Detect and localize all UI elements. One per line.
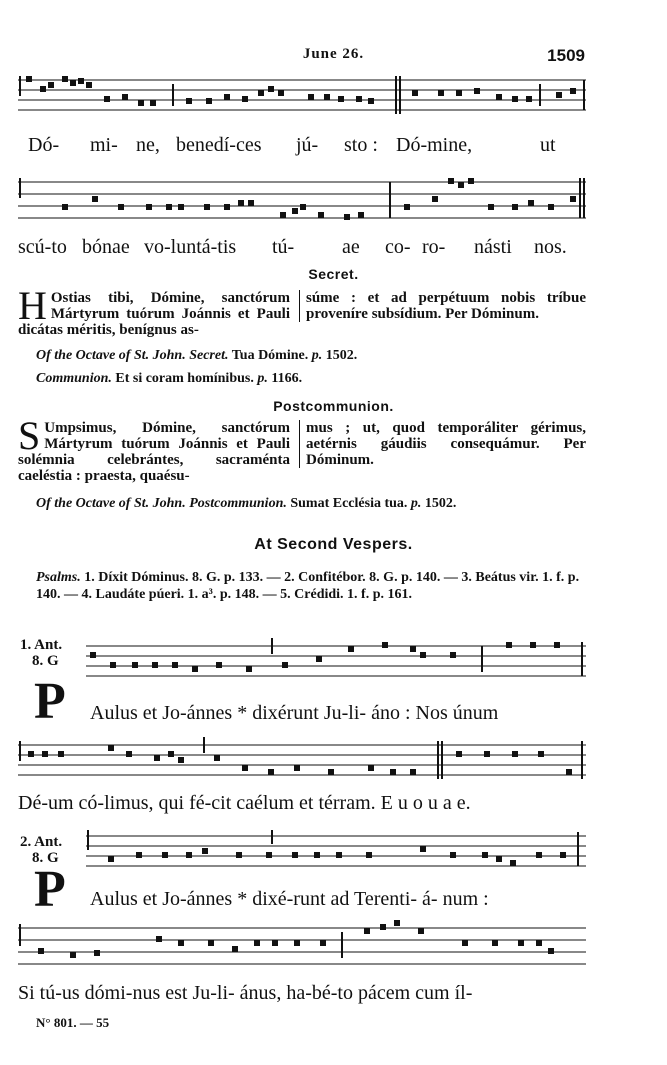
music-staff [18, 66, 586, 124]
music-staff [18, 735, 586, 785]
drop-cap: S [18, 413, 41, 458]
section-title: At Second Vespers. [254, 536, 413, 553]
initial-letter: P [34, 673, 66, 730]
page-number: 1509 [547, 46, 585, 65]
section-title: Secret. [308, 266, 359, 282]
prayer-secret: H Ostias tibi, Dómine, sanctórum Mártyrum tuórum Joánnis et Pauli dicátas méritis, benígnus as- súme : et ad perpétuum nobis tríbue proveníre subsídium. Per Dóminum. [18, 283, 586, 338]
printer-mark: N° 801. — 55 [36, 1015, 110, 1030]
prayer-postcommunion: S Umpsimus, Dómine, sanctórum Mártyrum tuórum Joánnis et Pauli solémnia celebrántes, sacraménta caeléstia : praesta, quaésu- mus ; ut, quod temporáliter gérimus, aetérnis gáudiis consequámur. Per Dóminum. [18, 413, 586, 484]
chant-lyrics-line: Dó- mi- ne, benedí-ces jú- sto : Dó-mine, ut [28, 134, 556, 156]
antiphon-label: 1. Ant. 8. G [20, 637, 63, 669]
chant-lyrics-line: Aulus et Jo-ánnes * dixérunt Ju-li- áno : Nos únum [90, 702, 499, 724]
initial-letter: P [34, 861, 66, 918]
music-staff [18, 918, 586, 972]
rubric-line: Of the Octave of St. John. Secret. Tua Dómine. p. 1502. [36, 348, 358, 363]
music-staff [18, 168, 586, 230]
rubric-line: Of the Octave of St. John. Postcommunion. Sumat Ecclésia tua. p. 1502. [36, 496, 457, 511]
chant-lyrics-line: Si tú-us dómi-nus est Ju-li- ánus, ha-bé-to pácem cum íl- [18, 982, 473, 1004]
chant-lyrics-line: scú-to bónae vo-luntá-tis tú- ae co- ro- násti nos. [18, 236, 567, 258]
running-title: June 26. [302, 46, 365, 62]
chant-lyrics-line: Aulus et Jo-ánnes * dixé-runt ad Terenti- á- num : [90, 888, 489, 910]
chant-lyrics-line: Dé-um có-limus, qui fé-cit caélum et térram. E u o u a e. [18, 792, 471, 814]
rubric-line: Communion. Et si coram homínibus. p. 1166. [36, 371, 303, 386]
psalms-list: Psalms. 1. Díxit Dóminus. 8. G. p. 133. — 2. Confitébor. 8. G. p. 140. — 3. Beátus vir. 1. f. p. 140. — 4. Laudáte púeri. 1. a³. p. 148. — 5. Crédidi. 1. f. p. 161. [36, 570, 580, 602]
section-title: Postcommunion. [273, 398, 394, 414]
antiphon-label: 2. Ant. 8. G [20, 834, 63, 866]
drop-cap: H [18, 283, 47, 328]
music-staff [86, 636, 586, 684]
music-staff [86, 826, 586, 874]
